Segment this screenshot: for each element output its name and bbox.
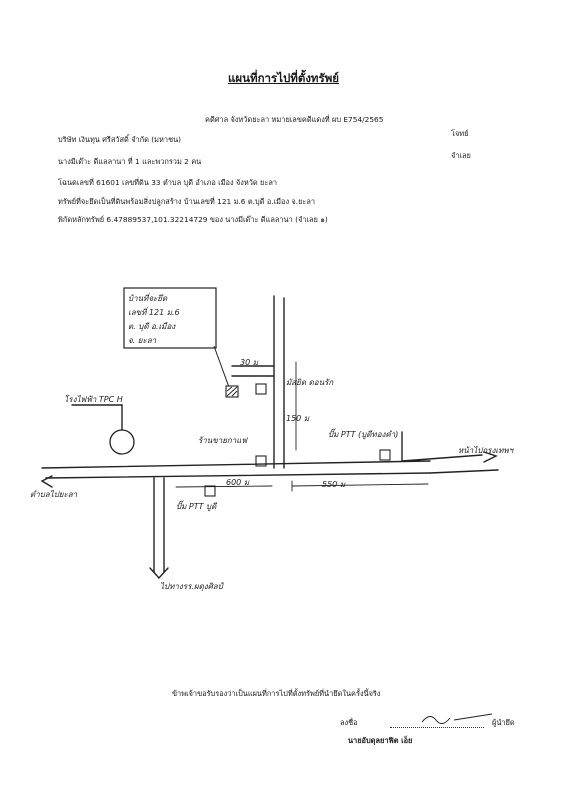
defendant-name: นางมีเด๊าะ ดีแลลานา ที่ 1 และพวกรวม 2 คน [58,157,202,166]
signature-scribble [420,708,500,728]
to-left-label: ตำบลไปยะลา [30,490,78,499]
house-box-line-4: จ. ยะลา [128,336,157,345]
house-box-line-3: ต. บุดี อ.เมือง [128,322,176,331]
main-road-top-edge [42,461,430,468]
substation-icon [110,430,134,454]
plaintiff-role: โจทย์ [451,129,469,138]
mosque-label: มัสยิด ดอนรัก [286,378,334,387]
coordinates-line: พิกัดหลักทรัพย์ 6.47889537,101.32214729 ของ นางมีเด๊าะ ดีแลลานา (จำเลย ๑) [58,215,328,224]
mosque-building-icon [256,384,266,394]
to-right-label: หน้าไปกรุงเทพฯ [458,446,514,455]
distance-150m-label: 150 ม [286,414,310,423]
defendant-role: จำเลย [451,151,471,160]
house-box-line-2: เลขที่ 121 ม.6 [128,308,180,317]
plaintiff-name: บริษัท เงินทุน ศรีสวัสดิ์ จำกัด (มหาชน) [58,135,182,144]
title-deed-line: โฉนดเลขที่ 61601 เลขที่ดิน 33 ตำบล บุดี อำเภอ เมือง จังหวัด ยะลา [58,178,277,187]
sign-role: ผู้นำยึด [492,718,515,727]
to-bottom-label: ไปทางรร.ผดุงศิลป์ [160,582,223,591]
house-box-line-1: บ้านที่จะยึด [128,294,168,303]
case-number-line: คดีศาล จังหวัดยะลา หมายเลขคดีแดงที่ ผบ E754/2565 [205,115,384,124]
pointer-line [214,346,230,390]
property-line: ทรัพย์ที่จะยึดเป็นที่ดินพร้อมสิ่งปลูกสร้าง บ้านเลขที่ 121 ม.6 ต.บุดี อ.เมือง จ.ยะลา [58,197,316,206]
distance-30m-label: 30 ม [240,358,258,367]
distance-600m-label: 600 ม [226,478,250,487]
signer-name: นายอับดุลยาฟิต เอ็ย [348,736,413,745]
page-title: แผนที่การไปที่ตั้งทรัพย์ [228,71,340,85]
sign-label: ลงชื่อ [340,718,358,727]
certification-text: ข้าพเจ้าขอรับรองว่าเป็นแผนที่การไปที่ตั้งทรัพย์ที่นำยึดในครั้งนี้จริง [172,689,381,698]
distance-550m-label: 550 ม [322,480,346,489]
substation-label: โรงไฟฟ้า TPC H [64,395,123,404]
ptt-right-building-icon [380,450,390,460]
ptt-left-label: ปั๊ม PTT บูดี [176,502,217,511]
shop-label: ร้านขายกาแฟ [198,436,248,445]
ptt-right-label: ปั๊ม PTT (บูดีทองคำ) [328,430,399,439]
ptt-left-building-icon [205,486,215,496]
